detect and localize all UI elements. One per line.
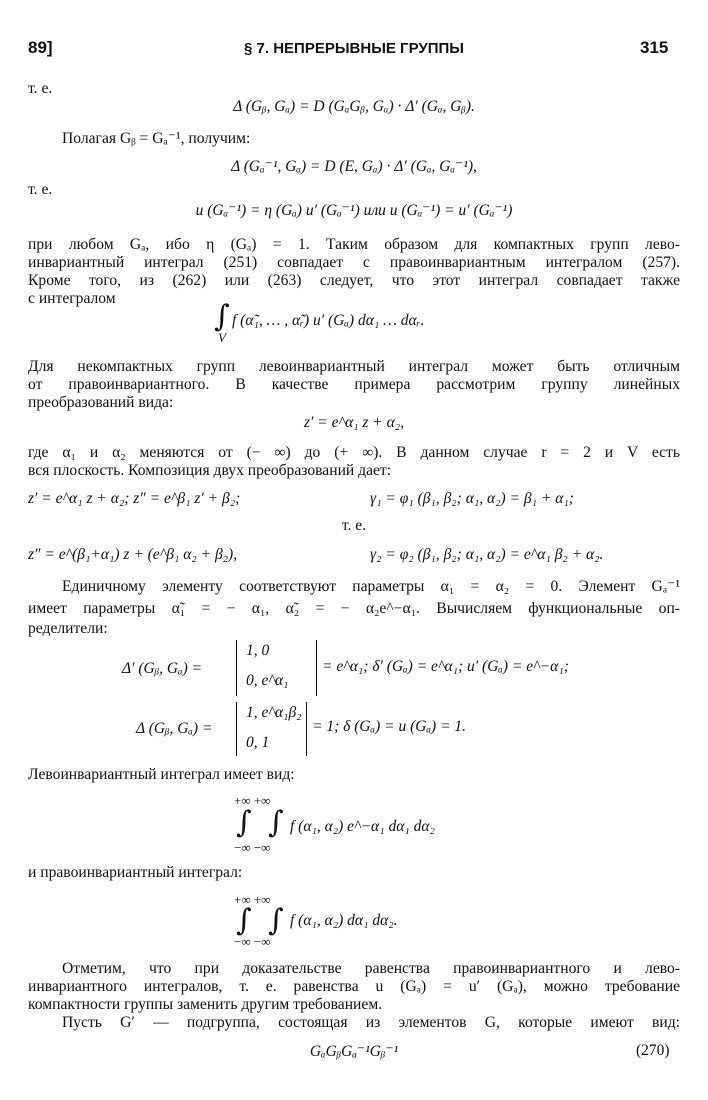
- int1-sign-2: ∫: [268, 805, 284, 840]
- para3-line2: вся плоскость. Композиция двух преобразований дает:: [28, 462, 392, 479]
- te-label-3: т. е.: [341, 517, 367, 534]
- det2-row1: 1, e^α₁β₂: [246, 704, 302, 721]
- para2-line2: от правоинвариантного. В качестве примера рассмотрим группу линейных: [28, 376, 680, 393]
- int1-body: f (α₁, α₂) e^−α₁ dα₁ dα₂: [290, 818, 435, 835]
- equation-7a: z″ = e^(β₁+α₁) z + (e^β₁ α₂ + β₂),: [28, 546, 238, 563]
- equation-6a: z′ = e^α₁ z + α₂; z″ = e^β₁ z′ + β₂;: [28, 490, 241, 507]
- det1-row1: 1, 0: [246, 642, 270, 659]
- para1-line1: при любом Gₐ, ибо η (Gₐ) = 1. Таким образом для компактных групп лево-: [28, 236, 680, 253]
- para7-line3: компактности группы заменить другим требованием.: [28, 996, 383, 1013]
- equation-5: z′ = e^α₁ z + α₂,: [303, 414, 405, 431]
- para8: Пусть G′ — подгруппа, состоящая из элементов G, которые имеют вид:: [62, 1014, 680, 1031]
- para2-line1: Для некомпактных групп левоинвариантный интеграл может быть отличным: [28, 358, 680, 375]
- running-title: § 7. НЕПРЕРЫВНЫЕ ГРУППЫ: [244, 40, 464, 57]
- equation-3: u (Gₐ⁻¹) = η (Gₐ) u′ (Gₐ⁻¹) или u (Gₐ⁻¹) = u′ (Gₐ⁻¹): [195, 202, 513, 219]
- para6: и правоинвариантный интеграл:: [28, 864, 243, 881]
- det1-left: Δ′ (Gᵦ, Gₐ) =: [122, 660, 203, 677]
- int2-lower: −∞ −∞: [234, 934, 271, 949]
- int2-sign-1: ∫: [236, 903, 252, 938]
- det1-right: = e^α₁; δ′ (Gₐ) = e^α₁; u′ (Gₐ) = e^−α₁;: [322, 658, 569, 675]
- para1-line2: инвариантный интеграл (251) совпадает с правоинвариантным интегралом (257).: [28, 254, 680, 271]
- para7-line1: Отметим, что при доказательстве равенства правоинвариантного и лево-: [62, 960, 680, 977]
- para5: Левоинвариантный интеграл имеет вид:: [28, 766, 295, 783]
- int1-upper: +∞ +∞: [234, 793, 271, 808]
- det2-bar-right: [306, 702, 307, 756]
- int2-sign-2: ∫: [268, 903, 284, 938]
- para3-line1: где α₁ и α₂ меняются от (− ∞) до (+ ∞). В данном случае r = 2 и V есть: [28, 444, 680, 461]
- det1-bar-right: [316, 640, 317, 696]
- equation-8-number: (270): [636, 1042, 670, 1059]
- equation-2: Δ (Gₐ⁻¹, Gₐ) = D (E, Gₐ) · Δ′ (Gₐ, Gₐ⁻¹),: [231, 158, 477, 175]
- equation-4: f (α̃₁, … , α̃ᵣ) u′ (Gₐ) dα₁ … dαᵣ.: [232, 312, 425, 329]
- int2-upper: +∞ +∞: [234, 892, 271, 907]
- det1-row2: 0, e^α₁: [246, 672, 289, 689]
- para4-line3: ределители:: [28, 620, 108, 637]
- para2-line3: преобразований вида:: [28, 394, 174, 411]
- integral-sign: ∫: [214, 299, 230, 334]
- integral-subscript-v: V: [218, 330, 226, 345]
- section-number: 89]: [28, 38, 53, 57]
- para1-line3: Кроме того, из (262) или (263) следует, что этот интеграл совпадает также: [28, 272, 680, 289]
- int1-lower: −∞ −∞: [234, 840, 271, 855]
- det2-row2: 0, 1: [246, 734, 270, 751]
- para4-line1: Единичному элементу соответствуют параметры α₁ = α₂ = 0. Элемент Gₐ⁻¹: [62, 578, 680, 595]
- polagaya-line: Полагая Gᵦ = Gₐ⁻¹, получим:: [62, 130, 251, 147]
- equation-8: GₐGᵦGₐ⁻¹Gᵦ⁻¹: [309, 1043, 399, 1060]
- te-label-2: т. е.: [28, 181, 53, 198]
- det2-right: = 1; δ (Gₐ) = u (Gₐ) = 1.: [312, 718, 466, 735]
- equation-7b: γ₂ = φ₂ (β₁, β₂; α₁, α₂) = e^α₁ β₂ + α₂.: [370, 546, 604, 563]
- det1-bar-left: [236, 640, 237, 696]
- te-label-1: т. е.: [28, 80, 53, 97]
- equation-6b: γ₁ = φ₁ (β₁, β₂; α₁, α₂) = β₁ + α₁;: [370, 490, 574, 507]
- para1-line4: с интегралом: [28, 290, 116, 307]
- det2-left: Δ (Gᵦ, Gₐ) =: [136, 720, 213, 737]
- equation-1: Δ (Gᵦ, Gₐ) = D (GₐGᵦ, Gₐ) · Δ′ (Gₐ, Gᵦ).: [233, 98, 475, 115]
- para4-line2: имеет параметры α̃₁ = − α₁, α̃₂ = − α₂e^−α₁. Вычисляем функциональные оп-: [28, 600, 680, 617]
- det2-bar-left: [236, 702, 237, 756]
- int2-body: f (α₁, α₂) dα₁ dα₂.: [290, 912, 398, 929]
- para7-line2: инвариантного интегралов, т. е. равенства u (Gₐ) = u′ (Gₐ), можно требование: [28, 978, 680, 995]
- int1-sign-1: ∫: [236, 805, 252, 840]
- page-number: 315: [640, 38, 669, 57]
